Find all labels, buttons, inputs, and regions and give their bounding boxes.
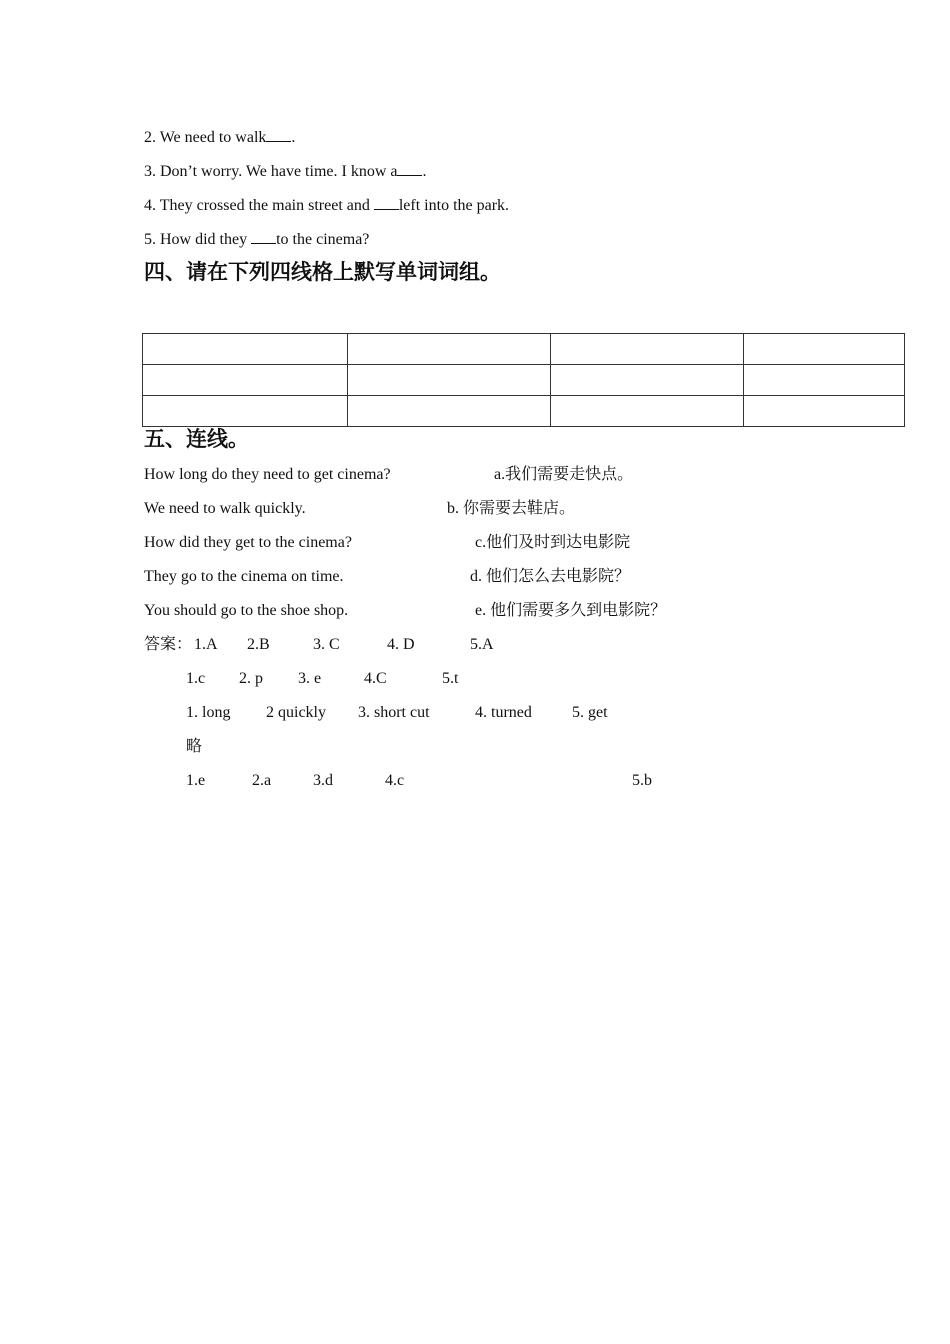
grid-row [143, 365, 905, 396]
answer-4-omitted: 略 [186, 738, 203, 755]
answer-2-2: 2. p [239, 670, 263, 687]
answer-3-4: 4. turned [475, 704, 532, 721]
answer-blank [266, 127, 291, 142]
answer-1-1: 1.A [194, 636, 218, 653]
answer-3-2: 2 quickly [266, 704, 326, 721]
grid-cell [143, 396, 348, 427]
answer-3-1: 1. long [186, 704, 231, 721]
answer-2-1: 1.c [186, 670, 206, 687]
answer-5-2: 2.a [252, 772, 272, 789]
answer-1-2: 2.B [247, 636, 270, 653]
answer-blank [251, 229, 276, 244]
answer-blank [374, 195, 399, 210]
match-left-1: How long do they need to get cinema? [144, 466, 391, 483]
grid-cell [744, 334, 905, 365]
match-left-2: We need to walk quickly. [144, 500, 306, 517]
answer-3-3: 3. short cut [358, 704, 430, 721]
grid-cell [348, 334, 551, 365]
answer-1-5: 5.A [470, 636, 494, 653]
answer-3-5: 5. get [572, 704, 608, 721]
grid-cell [348, 365, 551, 396]
grid-cell [744, 396, 905, 427]
writing-grid [142, 333, 905, 427]
question-5-end: to the cinema? [276, 231, 370, 248]
question-2-end: . [291, 129, 296, 146]
answer-1-3: 3. C [313, 636, 340, 653]
match-left-5: You should go to the shoe shop. [144, 602, 349, 619]
answer-5-5: 5.b [632, 772, 652, 789]
question-3-end: . [422, 163, 427, 180]
grid-row [143, 396, 905, 427]
question-3-text: 3. Don’t worry. We have time. I know a [144, 163, 398, 180]
answer-5-4: 4.c [385, 772, 405, 789]
match-right-b: b. 你需要去鞋店。 [447, 500, 576, 517]
question-4-text: 4. They crossed the main street and [144, 197, 374, 214]
grid-row [143, 334, 905, 365]
grid-cell [143, 334, 348, 365]
grid-cell [551, 334, 744, 365]
section-4-title: 四、请在下列四线格上默写单词词组。 [144, 260, 501, 284]
question-3 [144, 161, 426, 182]
question-5-text: 5. How did they [144, 231, 252, 248]
grid-cell [551, 396, 744, 427]
match-right-c: c.他们及时到达电影院 [475, 534, 631, 551]
answers-label: 答案： [144, 636, 193, 653]
match-right-e: e. 他们需要多久到电影院？ [475, 602, 667, 619]
match-left-4: They go to the cinema on time. [144, 568, 344, 585]
question-2 [144, 127, 295, 148]
grid-cell [551, 365, 744, 396]
grid-cell [143, 365, 348, 396]
answer-blank [397, 161, 422, 176]
answer-5-3: 3.d [313, 772, 333, 789]
section-5-title: 五、连线。 [144, 427, 249, 451]
answer-5-1: 1.e [186, 772, 206, 789]
grid-cell [348, 396, 551, 427]
answer-2-4: 4.C [364, 670, 387, 687]
answer-2-3: 3. e [298, 670, 322, 687]
question-4-end: left into the park. [398, 197, 510, 214]
question-4 [144, 195, 509, 216]
answer-1-4: 4. D [387, 636, 415, 653]
grid-cell [744, 365, 905, 396]
question-5 [144, 229, 369, 250]
match-right-d: d. 他们怎么去电影院？ [470, 568, 631, 585]
answer-2-5: 5.t [442, 670, 459, 687]
match-right-a: a.我们需要走快点。 [494, 466, 634, 483]
question-2-text: 2. We need to walk [144, 129, 267, 146]
match-left-3: How did they get to the cinema? [144, 534, 352, 551]
